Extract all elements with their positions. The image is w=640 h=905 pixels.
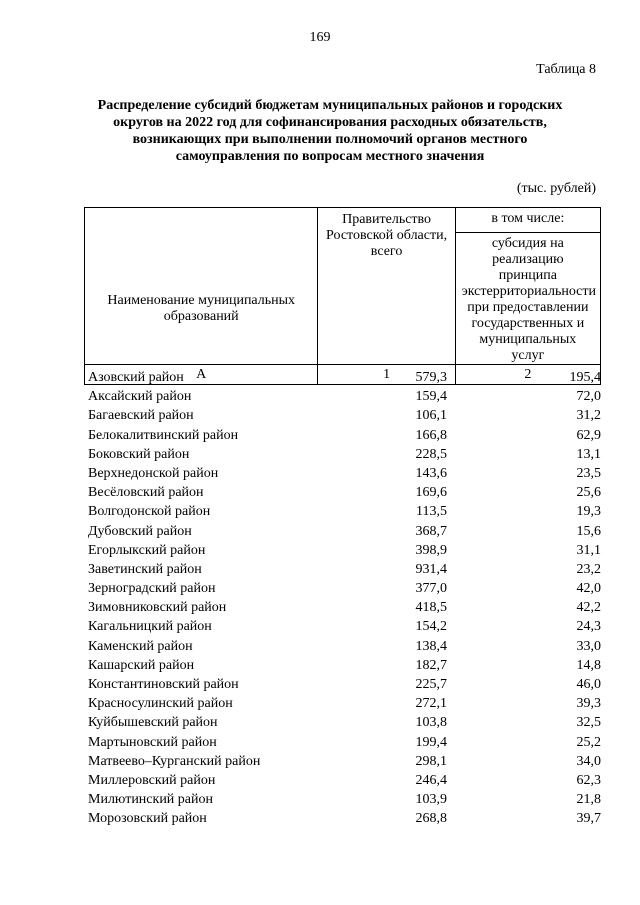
municipality-name: Каменский район <box>88 638 193 654</box>
table-row <box>84 464 601 483</box>
municipality-name: Весёловский район <box>88 485 204 501</box>
total-value: 103,9 <box>415 792 447 808</box>
subsidy-value: 15,6 <box>576 523 601 539</box>
title-line: самоуправления по вопросам местного значения <box>175 149 485 164</box>
table-row <box>84 790 601 809</box>
municipality-name: Зимовниковский район <box>88 600 227 616</box>
total-value: 159,4 <box>415 389 447 405</box>
table-label: Таблица 8 <box>536 62 596 77</box>
total-value: 182,7 <box>415 657 447 673</box>
table-row <box>84 426 601 445</box>
table-row <box>84 560 601 579</box>
header-government-column: Правительство Ростовской области, всего <box>318 208 455 365</box>
title-line: возникающих при выполнении полномочий органов местного <box>132 132 528 147</box>
total-value: 268,8 <box>415 811 447 827</box>
municipality-name: Верхнедонской район <box>88 465 219 481</box>
table-row <box>84 656 601 675</box>
subsidy-value: 39,3 <box>576 696 601 712</box>
municipality-name: Красносулинский район <box>88 696 233 712</box>
total-value: 154,2 <box>415 619 447 635</box>
subsidy-value: 23,2 <box>576 561 601 577</box>
total-value: 579,3 <box>415 370 447 385</box>
municipality-name: Кагальницкий район <box>88 619 212 635</box>
table-row <box>84 541 601 560</box>
subsidy-value: 39,7 <box>576 811 601 827</box>
subsidy-value: 31,2 <box>576 408 601 424</box>
table-row <box>84 809 601 828</box>
table-row <box>84 752 601 771</box>
municipality-name: Матвеево–Курганский район <box>88 753 261 769</box>
table-row <box>84 483 601 502</box>
municipality-name: Багаевский район <box>88 408 194 424</box>
table-row <box>84 579 601 598</box>
municipality-name: Зерноградский район <box>88 581 216 597</box>
subsidy-value: 13,1 <box>576 446 601 462</box>
table-row <box>84 617 601 636</box>
municipality-name: Белокалитвинский район <box>88 427 239 443</box>
subsidy-value: 31,1 <box>576 542 601 558</box>
units-label: (тыс. рублей) <box>516 181 596 196</box>
subsidy-value: 24,3 <box>576 619 601 635</box>
table-row <box>84 368 601 387</box>
municipality-name: Миллеровский район <box>88 772 216 788</box>
municipality-name: Азовский район <box>88 370 184 385</box>
table-row <box>84 522 601 541</box>
municipality-name: Аксайский район <box>88 389 192 405</box>
header-index-a: А <box>85 365 318 385</box>
total-value: 398,9 <box>415 542 447 558</box>
subsidy-value: 72,0 <box>576 389 601 405</box>
total-value: 199,4 <box>415 734 447 750</box>
table-row <box>84 694 601 713</box>
total-value: 931,4 <box>415 561 447 577</box>
table-row <box>84 598 601 617</box>
subsidy-value: 21,8 <box>576 792 601 808</box>
title-line: округов на 2022 год для софинансирования расходных обязательств, <box>113 115 547 130</box>
total-value: 138,4 <box>415 638 447 654</box>
municipality-name: Егорлыкский район <box>88 542 206 558</box>
table-row <box>84 387 601 406</box>
municipality-name: Милютинский район <box>88 792 214 808</box>
subsidy-value: 23,5 <box>576 465 601 481</box>
total-value: 298,1 <box>415 753 447 769</box>
total-value: 368,7 <box>415 523 447 539</box>
total-value: 103,8 <box>415 715 447 731</box>
subsidy-value: 34,0 <box>576 753 601 769</box>
subsidy-value: 46,0 <box>576 677 601 692</box>
page-number: 169 <box>309 30 331 45</box>
municipality-name: Волгодонской район <box>88 504 211 520</box>
table-row <box>84 502 601 521</box>
subsidy-value: 195,4 <box>569 370 601 385</box>
municipality-name: Куйбышевский район <box>88 715 218 731</box>
total-value: 272,1 <box>415 696 447 712</box>
municipality-name: Мартыновский район <box>88 734 217 750</box>
subsidy-value: 14,8 <box>576 657 601 673</box>
total-value: 225,7 <box>415 677 447 692</box>
total-value: 228,5 <box>415 446 447 462</box>
municipality-name: Боковский район <box>88 446 190 462</box>
subsidy-value: 62,9 <box>576 427 601 443</box>
table-row <box>84 406 601 425</box>
header-including: в том числе: <box>455 208 600 233</box>
table-body <box>84 368 601 829</box>
subsidy-value: 62,3 <box>576 772 601 788</box>
table-row <box>84 713 601 732</box>
total-value: 106,1 <box>415 408 447 424</box>
subsidy-value: 42,2 <box>576 600 601 616</box>
total-value: 143,6 <box>415 465 447 481</box>
total-value: 113,5 <box>416 504 447 520</box>
total-value: 169,6 <box>415 485 447 501</box>
total-value: 377,0 <box>415 581 447 597</box>
subsidy-value: 25,2 <box>576 734 601 750</box>
header-index-2: 2 <box>455 365 600 385</box>
table-row <box>84 771 601 790</box>
document-title <box>60 97 600 165</box>
table-row <box>84 675 601 694</box>
subsidy-value: 19,3 <box>576 504 601 520</box>
subsidy-value: 33,0 <box>576 638 601 654</box>
total-value: 166,8 <box>415 427 447 443</box>
header-subsidy-column: субсидия на реализацию принципа экстерриториальности при предоставлении государственных и муниципальных услуг <box>455 233 600 365</box>
subsidy-value: 32,5 <box>576 715 601 731</box>
subsidy-value: 25,6 <box>576 485 601 501</box>
header-name-text: Наименование муниципальных образований <box>107 293 296 324</box>
table-row <box>84 445 601 464</box>
municipality-name: Кашарский район <box>88 657 195 673</box>
municipality-name: Морозовский район <box>88 811 207 827</box>
municipality-name: Заветинский район <box>88 561 202 577</box>
municipality-name: Константиновский район <box>88 677 239 692</box>
municipality-name: Дубовский район <box>88 523 192 539</box>
header-index-1: 1 <box>318 365 455 385</box>
table-row <box>84 733 601 752</box>
total-value: 246,4 <box>415 772 447 788</box>
total-value: 418,5 <box>415 600 447 616</box>
title-line: Распределение субсидий бюджетам муниципальных районов и городских <box>97 98 563 113</box>
subsidy-value: 42,0 <box>576 581 601 597</box>
table-row <box>84 637 601 656</box>
header-name-column <box>85 208 318 365</box>
table-header <box>84 207 601 385</box>
